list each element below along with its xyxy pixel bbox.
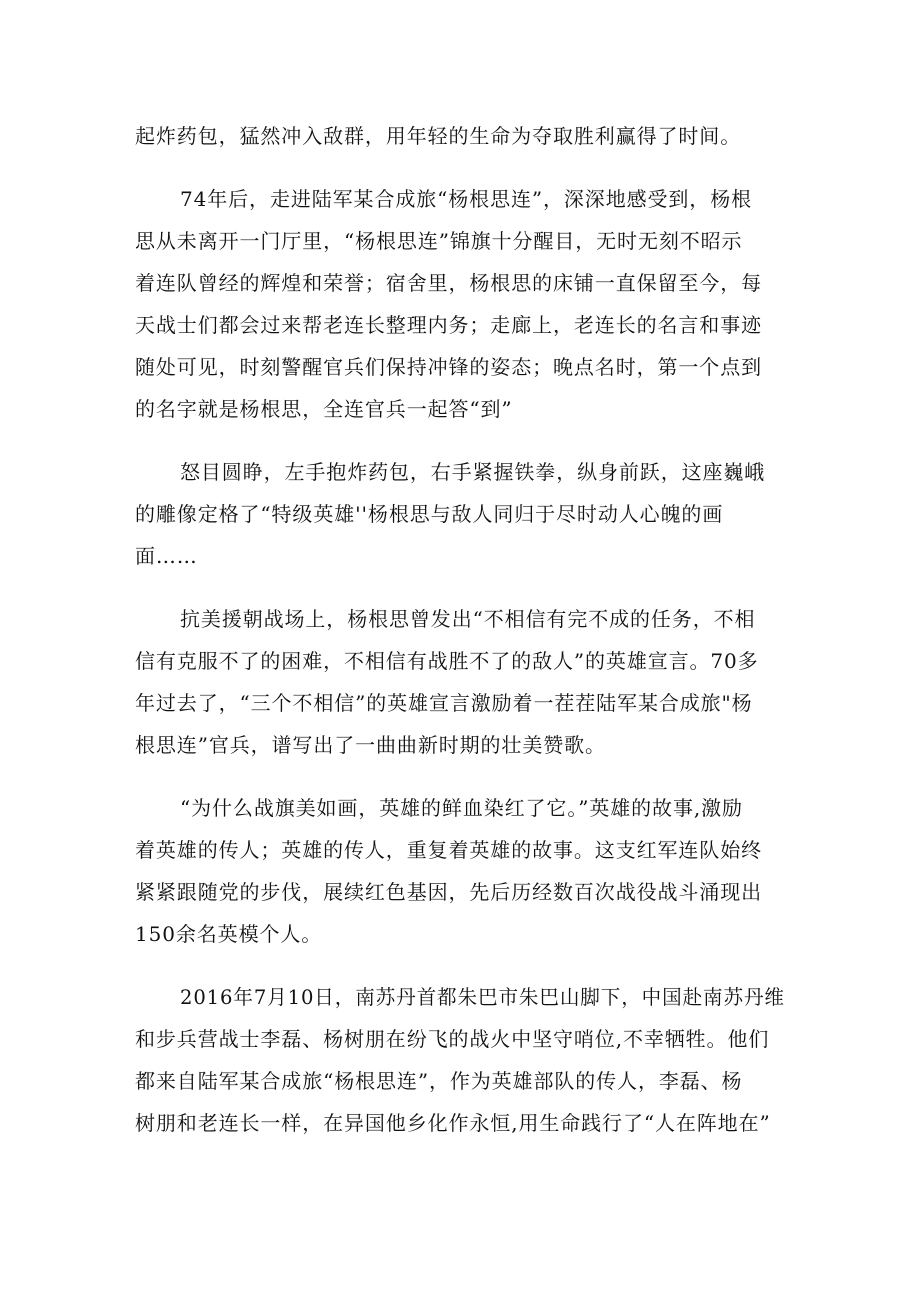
paragraph-6-line-4: 树朋和老连长一样，在异国他乡化作永恒,用生命践行了“人在阵地在” [135, 1111, 771, 1135]
paragraph-2-line-5: 随处可见，时刻警醒官兵们保持冲锋的姿态；晚点名时，第一个点到 [135, 355, 762, 379]
paragraph-5-line-2: 着英雄的传人；英雄的传人，重复着英雄的故事。这支红军连队始终 [135, 838, 762, 862]
paragraph-2-line-3: 着连队曾经的辉煌和荣誉；宿舍里，杨根思的床铺一直保留至今，每 [135, 271, 762, 295]
paragraph-6-line-1: 2016年7月10日，南苏丹首都朱巴市朱巴山脚下，中国赴南苏丹维 [180, 985, 785, 1009]
paragraph-2-line-4: 天战士们都会过来帮老连长整理内务；走廊上，老连长的名言和事迹 [135, 313, 762, 337]
paragraph-4-line-2: 信有克服不了的困难，不相信有战胜不了的敌人”的英雄宣言。70多 [135, 649, 759, 673]
paragraph-5-line-1: “为什么战旗美如画，英雄的鲜血染红了它。”英雄的故事,激励 [180, 796, 743, 820]
paragraph-4-line-4: 根思连”官兵，谱写出了一曲曲新时期的壮美赞歌。 [135, 733, 606, 757]
paragraph-3-line-3: 面…… [135, 544, 198, 568]
paragraph-2-line-1: 74年后，走进陆军某合成旅“杨根思连”，深深地感受到，杨根 [180, 187, 752, 211]
paragraph-3-line-1: 怒目圆睁，左手抱炸药包，右手紧握铁拳，纵身前跃，这座巍峨 [180, 460, 766, 484]
paragraph-4-line-1: 抗美援朝战场上，杨根思曾发出“不相信有完不成的任务，不相 [180, 607, 756, 631]
paragraph-1-line-1: 起炸药包，猛然冲入敌群，用年轻的生命为夺取胜利赢得了时间。 [135, 124, 742, 148]
paragraph-6-line-3: 都来自陆军某合成旅“杨根思连”，作为英雄部队的传人，李磊、杨 [135, 1069, 743, 1093]
paragraph-2-line-6: 的名字就是杨根思，全连官兵一起答“到” [135, 397, 513, 421]
paragraph-4-line-3: 年过去了，“三个不相信”的英雄宣言激励着一茬茬陆军某合成旅"杨 [135, 691, 753, 715]
paragraph-2-line-2: 思从未离开一门厅里，“杨根思连”锦旗十分醒目，无时无刻不昭示 [135, 229, 743, 253]
paragraph-6-line-2: 和步兵营战士李磊、杨树朋在纷飞的战火中坚守哨位,不幸牺牲。他们 [135, 1027, 770, 1051]
paragraph-5-line-3: 紧紧跟随党的步伐，展续红色基因，先后历经数百次战役战斗涌现出 [135, 880, 762, 904]
paragraph-5-line-4: 150余名英模个人。 [135, 922, 323, 946]
paragraph-3-line-2: 的雕像定格了“特级英雄''杨根思与敌人同归于尽时动人心魄的画 [135, 502, 724, 526]
